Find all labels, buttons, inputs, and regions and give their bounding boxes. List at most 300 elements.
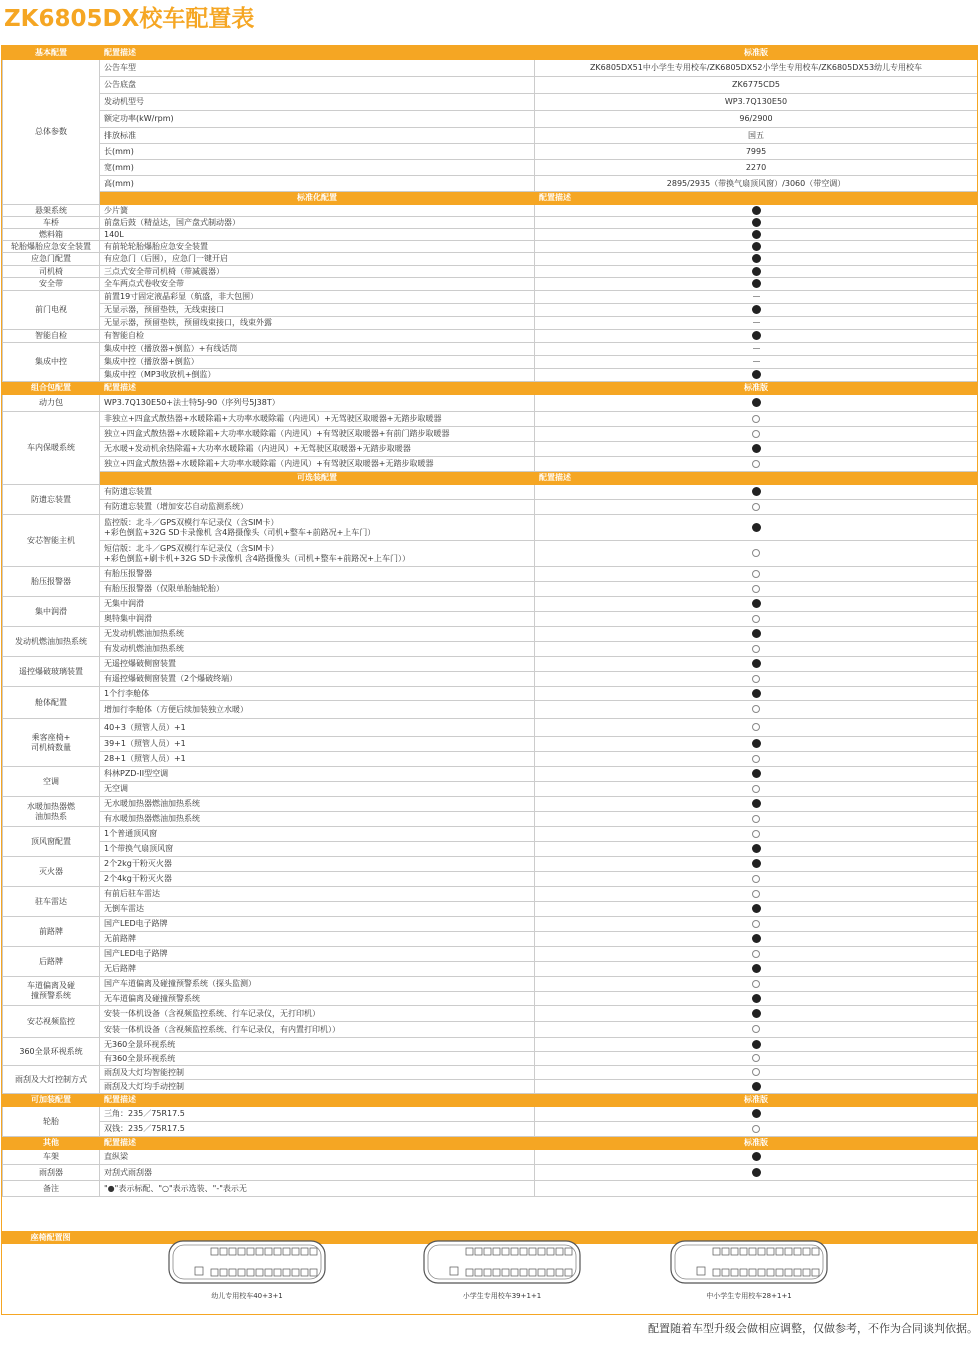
page-title: ZK6805DX校车配置表 [4,6,255,32]
row-group-label: 后路牌 [3,947,100,977]
row-description: 非独立+四盒式散热器+水暖除霜+大功率水暖除霜（内进风）+无驾驶区取暖器+无踏步取暖器 [100,412,535,427]
standard-dot-icon [752,523,761,532]
row-description: 1个普通顶风窗 [100,827,535,842]
row-group-label: 水暖加热器燃 油加热系 [3,797,100,827]
row-description: 40+3（照管人员）+1 [100,719,535,737]
row-description: 有360全景环视系统 [100,1052,535,1066]
section-version-header: 标准版 [535,47,978,60]
section-title: 标准化配置 [100,192,535,205]
row-value [535,567,978,582]
standard-dot-icon [752,904,761,913]
optional-circle-icon [752,815,760,823]
row-value [535,515,978,541]
row-group-label: 车内保暖系统 [3,412,100,485]
bus-floorplan-icon [669,1239,829,1285]
standard-dot-icon [752,629,761,638]
table-row [3,111,978,128]
row-description: 有发动机燃油加热系统 [100,642,535,657]
standard-dot-icon [752,398,761,407]
footer-note: 配置随着车型升级会做相应调整，仅做参考，不作为合同谈判依据。 [648,1322,978,1335]
row-group-label: 驻车雷达 [3,887,100,917]
row-description: 公告底盘 [100,77,535,94]
row-description: 宽(mm) [100,160,535,176]
row-description: 科林PZD-II型空调 [100,767,535,782]
row-description: 双钱：235／75R17.5 [100,1122,535,1137]
table-row [3,304,978,317]
table-row [3,241,978,253]
table-row [3,701,978,719]
row-value [535,672,978,687]
row-description: 无集中润滑 [100,597,535,612]
section-desc-header: 配置描述 [535,192,978,205]
optional-circle-icon [752,1068,760,1076]
optional-circle-icon [752,549,760,557]
row-value [535,241,978,253]
table-row [3,782,978,797]
row-description: 2个2kg干粉灭火器 [100,857,535,872]
standard-dot-icon [752,242,761,251]
row-value [535,582,978,597]
row-description: 排放标准 [100,128,535,144]
row-value [535,330,978,343]
row-description: 无360全景环视系统 [100,1038,535,1052]
row-value [535,457,978,472]
row-value [535,229,978,241]
row-value [535,612,978,627]
row-value [535,1107,978,1122]
row-group-label: 舱体配置 [3,687,100,719]
standard-dot-icon [752,1168,761,1177]
table-row [3,1150,978,1165]
standard-dot-icon [752,934,761,943]
row-value: WP3.7Q130E50 [535,94,978,111]
section-desc-header: 配置描述 [535,472,978,485]
row-value [535,1022,978,1038]
row-description: 无空调 [100,782,535,797]
optional-circle-icon [752,460,760,468]
row-description: 2个4kg干粉灭火器 [100,872,535,887]
row-description: 28+1（照管人员）+1 [100,752,535,767]
row-description: 无水暖加热器燃油加热系统 [100,797,535,812]
row-value [535,797,978,812]
seat-layout-caption: 小学生专用校车39+1+1 [462,1292,542,1300]
table-row [3,1165,978,1181]
section-title: 其他 [3,1137,100,1150]
row-value [535,737,978,752]
seat-layout-area [2,1231,977,1314]
table-row [3,567,978,582]
row-value [535,317,978,330]
optional-circle-icon [752,785,760,793]
seat-layout-diagram [422,1239,582,1301]
section-header [3,47,978,60]
optional-circle-icon [752,705,760,713]
row-value [535,442,978,457]
standard-dot-icon [752,964,761,973]
config-table-frame [1,45,978,1315]
standard-dot-icon [752,799,761,808]
optional-circle-icon [752,755,760,763]
row-value [535,857,978,872]
table-row [3,627,978,642]
table-row [3,752,978,767]
row-group-label: 安芯视频监控 [3,1006,100,1038]
table-row [3,992,978,1006]
row-value [535,842,978,857]
row-description: 国产LED电子路牌 [100,917,535,932]
standard-dot-icon [752,218,761,227]
section-header [3,1137,978,1150]
row-description: 集成中控（播放器+倒监） [100,356,535,369]
standard-dot-icon [752,230,761,239]
table-row [3,767,978,782]
seat-layout-caption: 幼儿专用校车40+3+1 [211,1292,283,1300]
standard-dot-icon [752,370,761,379]
row-group-label: 集成中控 [3,343,100,382]
none-dash-icon [753,296,760,297]
table-row [3,872,978,887]
row-value [535,719,978,737]
row-value: 国五 [535,128,978,144]
table-row [3,812,978,827]
row-value [535,291,978,304]
table-row [3,1080,978,1094]
row-group-label: 动力包 [3,395,100,412]
row-value [535,343,978,356]
row-description: 1个带换气扇顶风窗 [100,842,535,857]
table-row [3,642,978,657]
optional-circle-icon [752,920,760,928]
row-value: 2895/2935（带换气扇顶风窗）/3060（带空调） [535,176,978,192]
table-row [3,369,978,382]
row-description: 三点式安全带司机椅（带减震器） [100,266,535,278]
row-group-label: 燃料箱 [3,229,100,241]
section-desc-header: 配置描述 [100,1094,535,1107]
table-row [3,917,978,932]
row-value [535,992,978,1006]
row-group-label: 前路牌 [3,917,100,947]
row-group-label: 总体参数 [3,60,100,205]
row-group-label: 胎压报警器 [3,567,100,597]
section-header [3,192,978,205]
row-value [535,485,978,500]
standard-dot-icon [752,689,761,698]
optional-circle-icon [752,615,760,623]
table-row [3,1066,978,1080]
table-row [3,977,978,992]
row-description: 前盘后鼓（精益达，国产盘式制动器） [100,217,535,229]
section-desc-header: 配置描述 [100,47,535,60]
table-row [3,719,978,737]
standard-dot-icon [752,206,761,215]
row-description: 对刮式雨刮器 [100,1165,535,1181]
table-row [3,687,978,701]
row-value [535,642,978,657]
none-dash-icon [753,322,760,323]
row-description: 无后路牌 [100,962,535,977]
table-row [3,176,978,192]
table-row [3,217,978,229]
row-description: 雨刮及大灯均手动控制 [100,1080,535,1094]
row-description: 39+1（照管人员）+1 [100,737,535,752]
section-desc-header: 配置描述 [100,382,535,395]
standard-dot-icon [752,331,761,340]
row-group-label: 轮胎 [3,1107,100,1137]
standard-dot-icon [752,859,761,868]
row-value [535,1066,978,1080]
table-row [3,597,978,612]
table-row [3,932,978,947]
table-row [3,582,978,597]
table-row [3,1052,978,1066]
row-value [535,627,978,642]
table-row [3,612,978,627]
row-value [535,1165,978,1181]
table-row [3,1122,978,1137]
row-description: 无显示器，预留垫铁，无线束接口 [100,304,535,317]
row-description: 无遥控爆破侧窗装置 [100,657,535,672]
row-group-label: 雨刮器 [3,1165,100,1181]
row-value [535,767,978,782]
row-group-label: 遥控爆破玻璃装置 [3,657,100,687]
section-version-header: 标准版 [535,1094,978,1107]
row-group-label: 安全带 [3,278,100,291]
optional-circle-icon [752,675,760,683]
table-row [3,857,978,872]
row-group-label: 防遗忘装置 [3,485,100,515]
row-description: 独立+四盒式散热器+水暖除霜+大功率水暖除霜（内进风）+有驾驶区取暖器+有前门踏步取暖器 [100,427,535,442]
section-version-header: 标准版 [535,382,978,395]
optional-circle-icon [752,830,760,838]
row-description: 有智能自检 [100,330,535,343]
row-group-label: 顶风窗配置 [3,827,100,857]
table-row [3,442,978,457]
row-description: 有水暖加热器燃油加热系统 [100,812,535,827]
table-row [3,657,978,672]
row-description: 短信版：北斗／GPS双模行车记录仪（含SIM卡） +彩色倒监+刷卡机+32G SD卡录像机 含4路摄像头（司机+整车+前路况+上车门）） [100,541,535,567]
table-row [3,962,978,977]
row-description: 140L [100,229,535,241]
row-description: WP3.7Q130E50+法士特5J-90（序列号5J38T） [100,395,535,412]
table-row [3,947,978,962]
optional-circle-icon [752,980,760,988]
row-description: 高(mm) [100,176,535,192]
table-row [3,412,978,427]
table-row [3,500,978,515]
row-group-label: 集中润滑 [3,597,100,627]
table-row [3,672,978,687]
seat-layout-diagram [167,1239,327,1301]
row-description: 有前轮轮胎爆胎应急安全装置 [100,241,535,253]
section-title: 可选装配置 [100,472,535,485]
row-value [535,369,978,382]
standard-dot-icon [752,994,761,1003]
row-value [535,962,978,977]
row-group-label: 车桥 [3,217,100,229]
section-version-header: 标准版 [535,1137,978,1150]
row-value [535,217,978,229]
section-title: 可加装配置 [3,1094,100,1107]
section-title: 基本配置 [3,47,100,60]
row-description: 独立+四盒式散热器+水暖除霜+大功率水暖除霜（内进风）+有驾驶区取暖器+无踏步取暖器 [100,457,535,472]
row-value [535,701,978,719]
row-value [535,1181,978,1197]
table-row [3,266,978,278]
standard-dot-icon [752,844,761,853]
row-value: ZK6775CD5 [535,77,978,94]
standard-dot-icon [752,1040,761,1049]
table-row [3,902,978,917]
row-value [535,977,978,992]
row-value [535,827,978,842]
optional-circle-icon [752,503,760,511]
table-row [3,541,978,567]
row-group-label: 安芯智能主机 [3,515,100,567]
standard-dot-icon [752,487,761,496]
table-row [3,427,978,442]
row-value [535,1080,978,1094]
row-group-label: 轮胎爆胎应急安全装置 [3,241,100,253]
row-group-label: 空调 [3,767,100,797]
optional-circle-icon [752,415,760,423]
row-description: 有遥控爆破侧窗装置（2个爆破终端） [100,672,535,687]
optional-circle-icon [752,950,760,958]
row-description: 无发动机燃油加热系统 [100,627,535,642]
row-value [535,541,978,567]
row-description: 无显示器，预留垫铁，预留线束接口，线束外露 [100,317,535,330]
optional-circle-icon [752,645,760,653]
table-row [3,737,978,752]
row-value [535,1150,978,1165]
table-row [3,1022,978,1038]
row-group-label: 前门电视 [3,291,100,330]
row-description: 发动机型号 [100,94,535,111]
table-row [3,842,978,857]
row-description: 集成中控（播放器+倒监）+有线话筒 [100,343,535,356]
row-group-label: 应急门配置 [3,253,100,266]
row-description: 前置19寸固定液晶彩显（航盛，非大包围） [100,291,535,304]
row-description: "●"表示标配、"○"表示选装、"-"表示无 [100,1181,535,1197]
table-row [3,1107,978,1122]
row-value [535,947,978,962]
standard-dot-icon [752,599,761,608]
row-value [535,304,978,317]
table-row [3,1006,978,1022]
row-description: 额定功率(kW/rpm) [100,111,535,128]
row-description: 无倒车雷达 [100,902,535,917]
standard-dot-icon [752,1152,761,1161]
table-row [3,160,978,176]
optional-circle-icon [752,875,760,883]
row-group-label: 司机椅 [3,266,100,278]
row-description: 有防遗忘装置 [100,485,535,500]
section-desc-header: 配置描述 [100,1137,535,1150]
row-value: 2270 [535,160,978,176]
row-value [535,1122,978,1137]
row-value [535,872,978,887]
table-row [3,827,978,842]
standard-dot-icon [752,267,761,276]
row-value [535,657,978,672]
table-row [3,317,978,330]
optional-circle-icon [752,1054,760,1062]
row-value [535,917,978,932]
row-description: 少片簧 [100,205,535,217]
row-description: 集成中控（MP3收放机+倒监） [100,369,535,382]
table-row [3,253,978,266]
row-description: 国产LED电子路牌 [100,947,535,962]
row-description: 国产车道偏离及碰撞预警系统（探头监测） [100,977,535,992]
standard-dot-icon [752,1109,761,1118]
table-row [3,343,978,356]
table-row [3,330,978,343]
section-header [3,472,978,485]
row-value [535,205,978,217]
standard-dot-icon [752,1082,761,1091]
none-dash-icon [753,348,760,349]
optional-circle-icon [752,585,760,593]
row-value [535,278,978,291]
row-value [535,1006,978,1022]
section-header [3,1094,978,1107]
row-description: 直纵梁 [100,1150,535,1165]
optional-circle-icon [752,430,760,438]
row-value [535,1052,978,1066]
row-description: 有应急门（后围），应急门一键开启 [100,253,535,266]
row-value: ZK6805DX51中小学生专用校车/ZK6805DX52小学生专用校车/ZK6805DX53幼儿专用校车 [535,60,978,77]
section-title: 组合包配置 [3,382,100,395]
table-row [3,94,978,111]
row-value [535,887,978,902]
none-dash-icon [753,361,760,362]
seat-layout-diagram [669,1239,829,1301]
row-value [535,253,978,266]
bus-floorplan-icon [422,1239,582,1285]
row-description: 有胎压报警器（仅限单胎轴轮胎） [100,582,535,597]
table-row [3,60,978,77]
row-description: 有防遗忘装置（增加安芯自动监测系统） [100,500,535,515]
table-row [3,1181,978,1197]
seat-layout-caption: 中小学生专用校车28+1+1 [706,1292,792,1300]
optional-circle-icon [752,723,760,731]
standard-dot-icon [752,305,761,314]
row-value [535,1038,978,1052]
table-row [3,395,978,412]
row-value: 7995 [535,144,978,160]
row-description: 公告车型 [100,60,535,77]
row-value [535,427,978,442]
table-row [3,515,978,541]
row-description: 无水暖+发动机余热除霜+大功率水暖除霜（内进风）+无驾驶区取暖器+无踏步取暖器 [100,442,535,457]
row-group-label: 智能自检 [3,330,100,343]
row-description: 无车道偏离及碰撞预警系统 [100,992,535,1006]
row-group-label: 车架 [3,1150,100,1165]
standard-dot-icon [752,769,761,778]
row-value [535,687,978,701]
row-description: 安装一体机设备（含视频监控系统、行车记录仪，无打印机） [100,1006,535,1022]
row-group-label: 灭火器 [3,857,100,887]
standard-dot-icon [752,254,761,263]
table-row [3,291,978,304]
table-row [3,278,978,291]
row-value [535,752,978,767]
standard-dot-icon [752,279,761,288]
row-value [535,412,978,427]
bus-floorplan-icon [167,1239,327,1285]
row-description: 三角：235／75R17.5 [100,1107,535,1122]
row-value [535,782,978,797]
row-group-label: 雨刮及大灯控制方式 [3,1066,100,1094]
